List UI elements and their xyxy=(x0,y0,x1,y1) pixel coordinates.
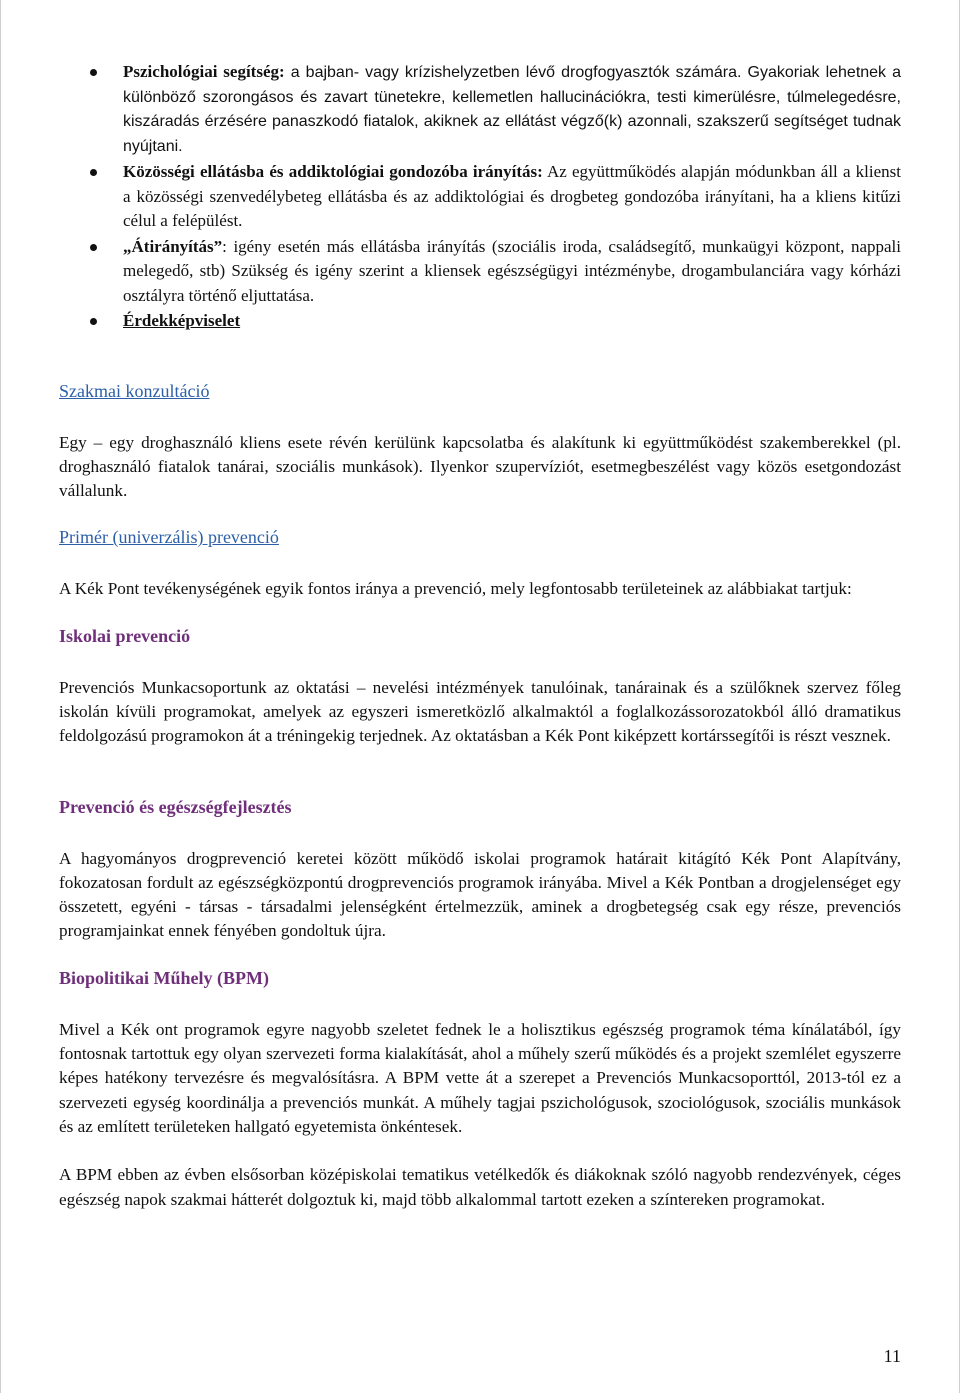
list-item-label: Pszichológiai segítség: xyxy=(123,62,285,81)
section-body-bpm-2: A BPM ebben az évben elsősorban középiskolai tematikus vetélkedők és diákoknak szóló nagyobb rendezvények, céges egészség napok szakmai hátterét dolgoztuk ki, majd több alkalommal tartott ezeken a színtereken programokat. xyxy=(59,1165,901,1209)
list-item xyxy=(59,60,901,159)
list-item-label: Közösségi ellátásba és addiktológiai gondozóba irányítás: xyxy=(123,162,543,181)
page-content xyxy=(59,60,901,1212)
list-item xyxy=(59,160,901,234)
bullet-icon xyxy=(90,244,97,251)
section-heading-primer[interactable]: Primér (univerzális) prevenció xyxy=(59,527,279,548)
list-item-text: : igény esetén más ellátásba irányítás (szociális iroda, családsegítő, munkaügyi központ, nappali melegedő, stb) Szükség és igény szerint a kliensek egészségügyi intézménybe, drogambulanciára vagy kórházi osztályra történő eljuttatása. xyxy=(123,236,901,305)
list-item-text: Az együttműködés alapján módunkban áll a klienst a közösségi szenvedélybeteg ellátásba és az addiktológiai és drogbeteg gondozóba irányítani, ha a kliens kitűzi célul a felépülést. xyxy=(123,162,901,230)
bullet-icon xyxy=(90,69,97,76)
section-heading-egeszseg: Prevenció és egészségfejlesztés xyxy=(59,796,292,817)
section-heading-bpm: Biopolitikai Műhely (BPM) xyxy=(59,967,270,988)
bullet-icon xyxy=(90,169,97,176)
list-item-text: a bajban- vagy krízishelyzetben lévő drogfogyasztók számára. Gyakoriak lehetnek a különböző szorongásos és zavart tünetekre, kellemetlen hallucinációkra, testi kimerülésre, túlmelegedésre, kiszáradás érzésére panaszkodó fiatalok, akiknek az ellátást végző(k) azonnali, szakszerű segítséget tudnak nyújtani. xyxy=(123,64,902,155)
bullet-icon xyxy=(90,318,97,325)
page-number: 11 xyxy=(883,1346,901,1366)
section-heading-iskolai: Iskolai prevenció xyxy=(59,625,191,646)
list-item xyxy=(59,235,901,309)
section-body-egeszseg: A hagyományos drogprevenció keretei között működő iskolai programok határait kitágító Kék Pont Alapítvány, fokozatosan fordult az egészségközpontú drogprevenciós programok irányába. Mivel a Kék Pontban a drogjelenséget egy összetett, egyéni - társas - társadalmi jelenségként értelmezzük, aminek a drogbetegség csak egy része, prevenciós programjainkat ennek fényében gondoltuk újra. xyxy=(59,848,901,941)
section-body-bpm-1: Mivel a Kék ont programok egyre nagyobb szeletet fednek le a holisztikus egészség programok téma kínálatából, így fontosnak tartottuk egy olyan szervezeti forma kialakítását, ahol a műhely szerű működés és a projekt szemlélet egyszerre képes hatékony tervezésre és megvalósításra. A BPM vette át a szerepet a Prevenciós Munkacsoporttól, 2013-tól ez a szervezeti egység koordinálja a prevenciós munkát. A műhely tagjai pszichológusok, szociológusok, szociális munkások és az említett területeken hallgató egyetemista önkéntesek. xyxy=(59,1019,901,1136)
section-body-primer: A Kék Pont tevékenységének egyik fontos iránya a prevenció, mely legfontosabb területeinek az alábbiakat tartjuk: xyxy=(59,579,852,599)
list-item xyxy=(59,309,901,334)
service-list xyxy=(59,60,901,334)
section-body-konzultacio: Egy – egy droghasználó kliens esete révén kerülünk kapcsolatba és alakítunk ki együttműködést szakemberekkel (pl. droghasználó fiatalok tanárai, szociális munkások). Ilyenkor szupervíziót, esetmegbeszélést vagy közös esetgondozást vállalunk. xyxy=(59,432,901,501)
section-heading-konzultacio[interactable]: Szakmai konzultáció xyxy=(59,380,210,401)
list-item-label: „Átirányítás” xyxy=(123,236,223,256)
list-item-label: Érdekképviselet xyxy=(123,311,241,330)
section-body-iskolai: Prevenciós Munkacsoportunk az oktatási – nevelési intézmények tanulóinak, tanárainak és a szülőknek szervez főleg iskolán kívüli programokat, amelyek az egyszeri ismeretközlő alkalmaktól a foglalkozássorozatokból álló dramatikus feldolgozású programokon át a tréningekig terjednek. Az oktatásban a Kék Pont kiképzett kortárssegítői is részt vesznek. xyxy=(59,677,901,746)
